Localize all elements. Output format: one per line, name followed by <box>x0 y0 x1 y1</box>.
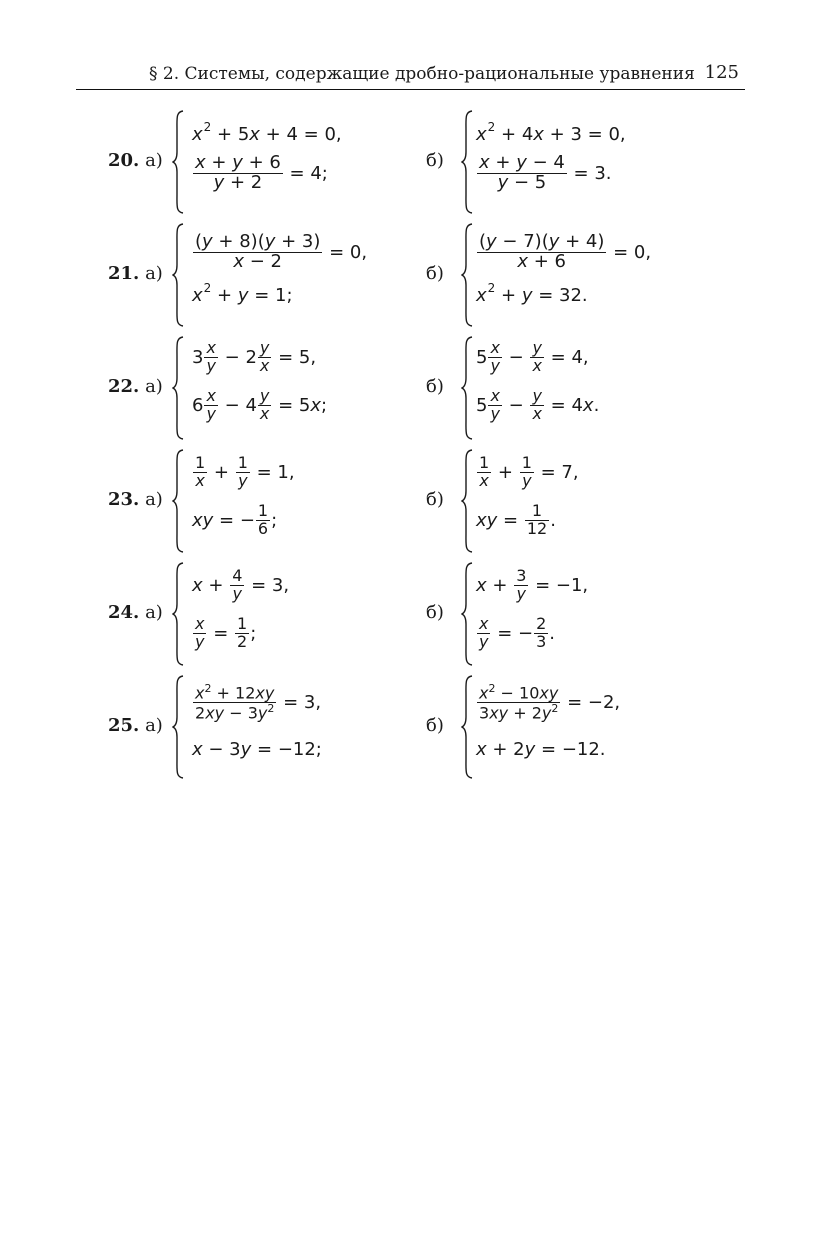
part-label: б) <box>426 376 444 397</box>
equation-line-2: $\frac{x + y - 4}{y - 5}$ = 3. <box>479 152 612 193</box>
system-brace <box>461 675 473 779</box>
part-label: б) <box>426 150 444 171</box>
system-brace <box>172 675 184 779</box>
system-brace <box>461 110 473 214</box>
equation-line-2: $\frac{x}{y}$ = − $\frac{2}{3}$ . <box>479 614 555 651</box>
equation-line-1: 3 $\frac{x}{y}$ − 2 $\frac{y}{x}$ = 5, <box>192 338 317 375</box>
system-brace <box>461 223 473 327</box>
part-label: а) <box>145 602 163 623</box>
equation-line-2: x − 3 y = −12; <box>192 739 322 760</box>
part-label: б) <box>426 489 444 510</box>
equation-line-1: x + $\frac{4}{y}$ = 3, <box>192 566 290 603</box>
system-brace <box>172 223 184 327</box>
equation-line-1: $\frac{1}{x}$ + $\frac{1}{y}$ = 1, <box>195 453 295 490</box>
equation-line-2: x 2 + y = 32. <box>476 280 588 306</box>
page-number: 125 <box>704 62 739 83</box>
equation-line-2: 5 $\frac{x}{y}$ − $\frac{y}{x}$ = 4 x . <box>476 386 600 423</box>
part-label: б) <box>426 715 444 736</box>
part-label: а) <box>145 263 163 284</box>
equation-line-2: xy = − $\frac{1}{6}$ ; <box>192 501 278 538</box>
system-brace <box>172 562 184 666</box>
equation-line-1: $\frac{x^2 + 12xy}{2xy - 3y^2}$ = 3, <box>195 682 322 723</box>
equation-line-2: $\frac{x}{y}$ = $\frac{1}{2}$ ; <box>195 614 257 651</box>
part-label: б) <box>426 602 444 623</box>
problem-number: 24. <box>108 602 140 623</box>
system-brace <box>461 562 473 666</box>
problem-number: 22. <box>108 376 140 397</box>
equation-line-1: $\frac{1}{x}$ + $\frac{1}{y}$ = 7, <box>479 453 579 490</box>
system-brace <box>172 449 184 553</box>
equation-line-2: xy = $\frac{1}{12}$ . <box>476 501 556 538</box>
equation-line-2: $\frac{x + y + 6}{y + 2}$ = 4; <box>195 152 328 193</box>
equation-line-1: x 2 + 4 x + 3 = 0, <box>476 119 626 145</box>
equation-line-1: $\frac{(y + 8)(y + 3)}{x - 2}$ = 0, <box>195 231 368 272</box>
system-brace <box>461 336 473 440</box>
running-header <box>76 64 745 90</box>
system-brace <box>461 449 473 553</box>
equation-line-2: x + 2 y = −12. <box>476 739 606 760</box>
equation-line-1: $\frac{x^2 - 10xy}{3xy + 2y^2}$ = −2, <box>479 682 621 723</box>
problem-number: 21. <box>108 263 140 284</box>
equation-line-2: x 2 + y = 1; <box>192 280 293 306</box>
header-rule <box>76 89 745 90</box>
part-label: а) <box>145 150 163 171</box>
problem-number: 23. <box>108 489 140 510</box>
equation-line-1: $\frac{(y - 7)(y + 4)}{x + 6}$ = 0, <box>479 231 652 272</box>
equation-line-1: x + $\frac{3}{y}$ = −1, <box>476 566 589 603</box>
section-title: § 2. Системы, содержащие дробно-рациональные уравнения <box>149 64 695 84</box>
equation-line-2: 6 $\frac{x}{y}$ − 4 $\frac{y}{x}$ = 5 x ; <box>192 386 328 423</box>
equation-line-1: 5 $\frac{x}{y}$ − $\frac{y}{x}$ = 4, <box>476 338 589 375</box>
part-label: б) <box>426 263 444 284</box>
problem-number: 25. <box>108 715 140 736</box>
equation-line-1: x 2 + 5 x + 4 = 0, <box>192 119 342 145</box>
part-label: а) <box>145 715 163 736</box>
system-brace <box>172 110 184 214</box>
problem-number: 20. <box>108 150 140 171</box>
system-brace <box>172 336 184 440</box>
part-label: а) <box>145 489 163 510</box>
part-label: а) <box>145 376 163 397</box>
